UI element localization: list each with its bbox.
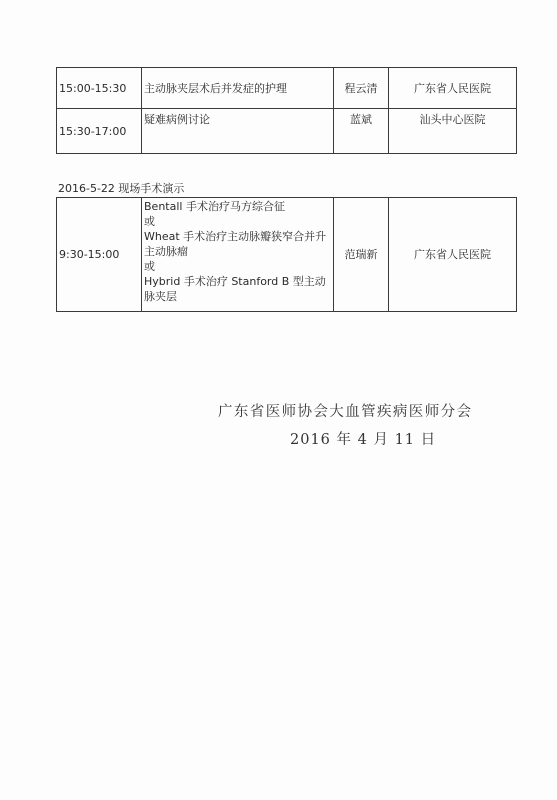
topic-cell: 疑难病例讨论	[142, 109, 334, 154]
topic-line: Bentall 手术治疗马方综合征	[144, 200, 285, 213]
schedule-table-surgery-demo	[56, 197, 517, 312]
speaker-cell: 蓝斌	[334, 109, 389, 154]
topic-line: Wheat 手术治疗主动脉瓣狭窄合并升	[144, 230, 327, 243]
table-row	[57, 68, 517, 109]
topic-line: 主动脉瘤	[144, 245, 188, 258]
speaker-cell: 范瑞新	[334, 198, 389, 312]
table-row	[57, 198, 517, 312]
speaker-cell: 程云清	[334, 68, 389, 109]
topic-line: 脉夹层	[144, 290, 177, 303]
signature-organization: 广东省医师协会大血管疾病医师分会	[218, 404, 473, 420]
time-cell: 15:30-17:00	[57, 109, 142, 154]
hospital-cell: 广东省人民医院	[389, 198, 517, 312]
topic-cell: 主动脉夹层术后并发症的护理	[142, 68, 334, 109]
signature-date: 2016 年 4 月 11 日	[290, 432, 437, 448]
topic-line: 或	[144, 215, 155, 228]
time-cell: 15:00-15:30	[57, 68, 142, 109]
time-cell: 9:30-15:00	[57, 198, 142, 312]
topic-line: Hybrid 手术治疗 Stanford B 型主动	[144, 275, 326, 288]
hospital-cell: 广东省人民医院	[389, 68, 517, 109]
schedule-table-afternoon	[56, 67, 517, 154]
topic-line: 或	[144, 260, 155, 273]
table-row	[57, 109, 517, 154]
topic-cell	[142, 198, 334, 312]
section-heading: 2016-5-22 现场手术演示	[58, 182, 185, 195]
hospital-cell: 汕头中心医院	[389, 109, 517, 154]
